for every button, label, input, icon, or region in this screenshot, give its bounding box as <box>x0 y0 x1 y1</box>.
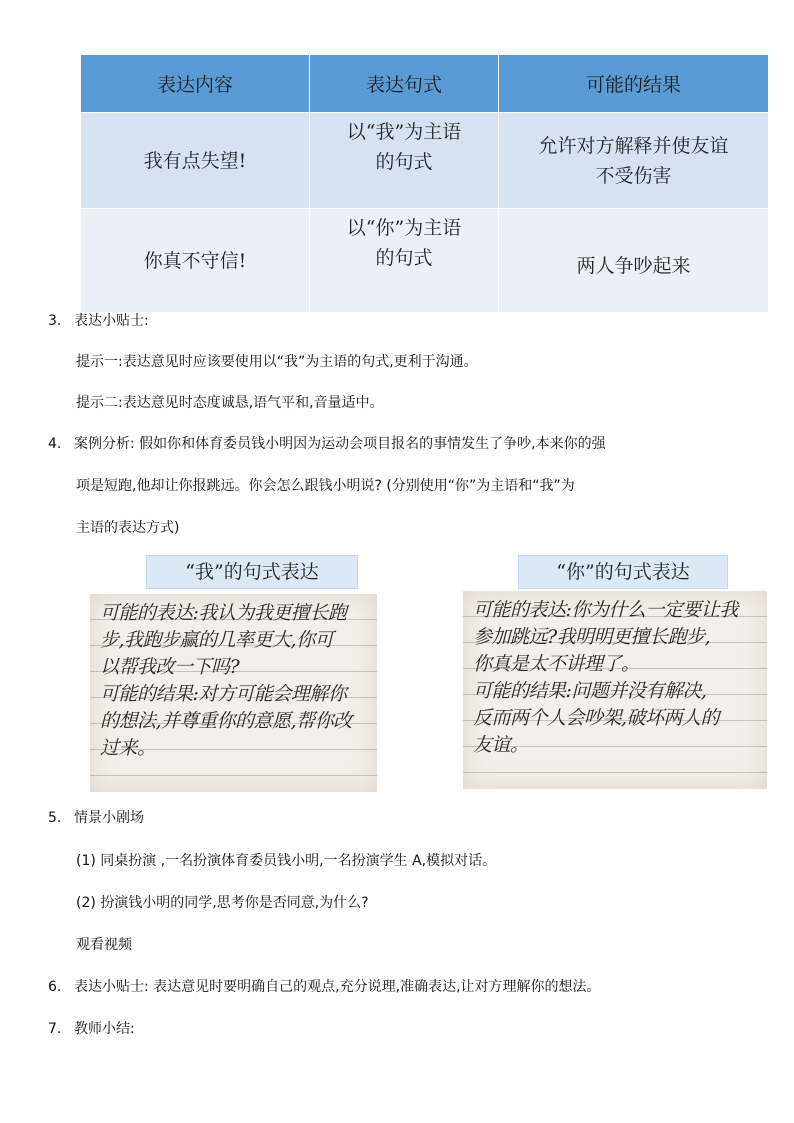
note-line: 可能的表达:我认为我更擅长跑 <box>100 602 347 624</box>
note-line: 过来。 <box>100 737 156 759</box>
case-line: 项是短跑,他却让你报跳远。你会怎么跟钱小明说? (分别使用“你”为主语和“我”为 <box>76 478 575 494</box>
label-wo-pattern: “我”的句式表达 <box>146 555 358 589</box>
case-line: 主语的表达方式) <box>76 520 180 536</box>
item-number: 7. <box>48 1021 62 1037</box>
table-header: 可能的结果 <box>499 55 769 113</box>
item-7 <box>48 1019 135 1039</box>
item-4-heading <box>48 434 606 454</box>
item-6 <box>48 977 601 997</box>
item-text: 表达小贴士: 表达意见时要明确自己的观点,充分说理,准确表达,让对方理解你的想法。 <box>74 979 601 995</box>
item-number: 6. <box>48 979 62 995</box>
note-line: 的想法,并尊重你的意愿,帮你改 <box>100 710 352 732</box>
table-row <box>81 209 769 313</box>
note-text <box>100 600 369 762</box>
item-title: 情景小剧场 <box>74 810 144 826</box>
note-line: 可能的结果:问题并没有解决, <box>473 680 707 702</box>
note-line: 可能的表达:你为什么一定要让我 <box>473 599 738 621</box>
table-header: 表达句式 <box>310 55 499 113</box>
table-cell-pattern <box>310 113 499 209</box>
table-cell-content: 你真不守信! <box>81 209 310 313</box>
result-line: 不受伤害 <box>595 164 672 187</box>
table-cell-result <box>499 113 769 209</box>
note-line: 步,我跑步赢的几率更大,你可 <box>100 629 334 651</box>
result-line: 允许对方解释并使友谊 <box>538 134 729 157</box>
item-number: 5. <box>48 810 62 826</box>
pattern-line: 的句式 <box>375 247 433 269</box>
table-header-row <box>81 55 769 113</box>
note-line: 以帮我改一下吗? <box>100 656 240 678</box>
item-number: 4. <box>48 436 62 452</box>
table-cell-content: 我有点失望! <box>81 113 310 209</box>
table-row <box>81 113 769 209</box>
scene-step-2: (2) 扮演钱小明的同学,思考你是否同意,为什么? <box>76 895 369 911</box>
table-cell-result <box>499 209 769 313</box>
note-line: 可能的结果:对方可能会理解你 <box>100 683 347 705</box>
note-line: 你真是太不讲理了。 <box>473 653 640 675</box>
pattern-line: 的句式 <box>375 151 433 173</box>
item-5-heading <box>48 808 144 828</box>
pattern-line: 以“我”为主语 <box>346 121 462 143</box>
item-3-heading <box>48 311 149 331</box>
expression-comparison-table <box>80 54 769 313</box>
note-line: 参加跳远?我明明更擅长跑步, <box>473 626 711 648</box>
result-line: 两人争吵起来 <box>576 255 691 277</box>
scene-step-1: (1) 同桌扮演 ,一名扮演体育委员钱小明,一名扮演学生 A,模拟对话。 <box>76 853 497 869</box>
label-ni-pattern: “你”的句式表达 <box>518 555 728 589</box>
item-text: 教师小结: <box>74 1021 135 1037</box>
watch-video-text: 观看视频 <box>76 937 132 953</box>
item-title: 表达小贴士: <box>74 313 149 329</box>
tip-one: 提示一:表达意见时应该要使用以“我”为主语的句式,更利于沟通。 <box>76 354 478 370</box>
table-header: 表达内容 <box>81 55 310 113</box>
pattern-line: 以“你”为主语 <box>346 217 462 239</box>
table-cell-pattern <box>310 209 499 313</box>
note-text <box>473 597 759 759</box>
item-number: 3. <box>48 313 62 329</box>
handwritten-note-ni <box>463 591 767 789</box>
tip-two: 提示二:表达意见时态度诚恳,语气平和,音量适中。 <box>76 395 384 411</box>
handwritten-note-wo <box>90 594 377 792</box>
note-line: 友谊。 <box>473 734 529 756</box>
case-line: 案例分析: 假如你和体育委员钱小明因为运动会项目报名的事情发生了争吵,本来你的强 <box>74 436 606 452</box>
note-line: 反而两个人会吵架,破坏两人的 <box>473 707 720 729</box>
